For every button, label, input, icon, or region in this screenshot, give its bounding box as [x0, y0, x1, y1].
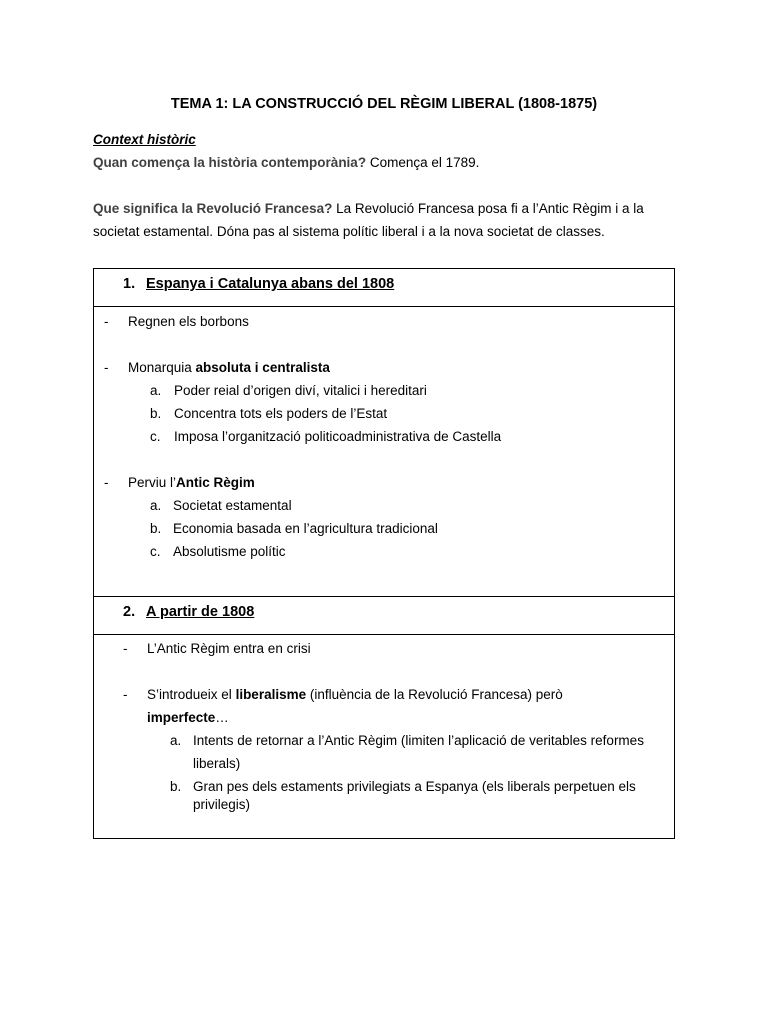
bullet-dash: -: [123, 641, 128, 656]
s2-sub-b-line1: Gran pes dels estaments privilegiats a Espanya (els liberals perpetuen els: [193, 779, 636, 794]
bullet-dash: -: [104, 475, 109, 490]
s1-sub-marker: b.: [150, 521, 162, 536]
s1-sub-marker: a.: [150, 383, 162, 398]
s1-item-1: Regnen els borbons: [128, 314, 249, 329]
question-2-text: Que significa la Revolució Francesa?: [93, 201, 333, 216]
question-2: [93, 197, 683, 243]
section-2-header: [94, 597, 674, 635]
s2-item-2-line2: [147, 710, 229, 725]
s2-item-2-ellipsis: …: [215, 710, 229, 725]
section-1-header: [94, 269, 674, 307]
s2-sub-marker: a.: [170, 733, 182, 748]
s1-item-3-bold: Antic Règim: [176, 475, 255, 490]
s1-sub-item: Poder reial d’origen diví, vitalici i hereditari: [174, 383, 427, 398]
section-2-box: [93, 596, 675, 839]
context-heading: Context històric: [93, 132, 196, 147]
page-title: TEMA 1: LA CONSTRUCCIÓ DEL RÈGIM LIBERAL (1808-1875): [170, 96, 598, 112]
s1-item-2-text: Monarquia: [128, 360, 196, 375]
s1-item-2-bold: absoluta i centralista: [195, 360, 330, 375]
bullet-dash: -: [104, 314, 109, 329]
s1-sub-marker: c.: [150, 544, 161, 559]
s2-sub-a-line1: Intents de retornar a l’Antic Règim (limiten l’aplicació de veritables reformes: [193, 733, 644, 748]
bullet-dash: -: [104, 360, 109, 375]
s2-sub-a-line2: liberals): [193, 756, 241, 771]
section-1-number: 1.: [123, 276, 136, 292]
s2-item-2-bold2: imperfecte: [147, 710, 216, 725]
bullet-dash: -: [123, 687, 128, 702]
section-2-number: 2.: [123, 604, 136, 620]
question-1-text: Quan comença la història contemporània?: [93, 155, 367, 170]
question-1: [93, 151, 683, 174]
s2-sub-b-line2: privilegis): [193, 797, 251, 812]
s1-sub-marker: c.: [150, 429, 161, 444]
section-1-box: [93, 268, 675, 597]
s2-item-2-bold: liberalisme: [235, 687, 307, 702]
s2-sub-marker: b.: [170, 779, 182, 794]
s2-item-1: L’Antic Règim entra en crisi: [147, 641, 311, 656]
s1-sub-item: Imposa l’organització politicoadministrativa de Castella: [174, 429, 502, 444]
answer-1-text: Comença el 1789.: [366, 155, 480, 170]
s2-item-2-text-cont: (influència de la Revolució Francesa) però: [306, 687, 563, 702]
s1-sub-marker: b.: [150, 406, 162, 421]
s2-item-2: [147, 687, 563, 702]
section-2-title: A partir de 1808: [146, 604, 255, 620]
s1-item-3-text: Perviu l’: [128, 475, 177, 490]
s1-sub-marker: a.: [150, 498, 162, 513]
s1-sub-item: Concentra tots els poders de l’Estat: [174, 406, 388, 421]
s1-sub-item: Economia basada en l’agricultura tradicional: [173, 521, 438, 536]
section-1-title: Espanya i Catalunya abans del 1808: [146, 276, 395, 292]
s1-item-3: [128, 475, 255, 490]
s1-sub-item: Absolutisme polític: [173, 544, 286, 559]
s2-item-2-text: S’introdueix el: [147, 687, 236, 702]
answer-2-text: La Revolució Francesa posa fi a l’Antic Règim i a la societat estamental. Dóna pas al sistema polític liberal i a la nova societat de classes.: [93, 201, 644, 239]
s1-sub-item: Societat estamental: [173, 498, 292, 513]
s1-item-2: [128, 360, 330, 375]
